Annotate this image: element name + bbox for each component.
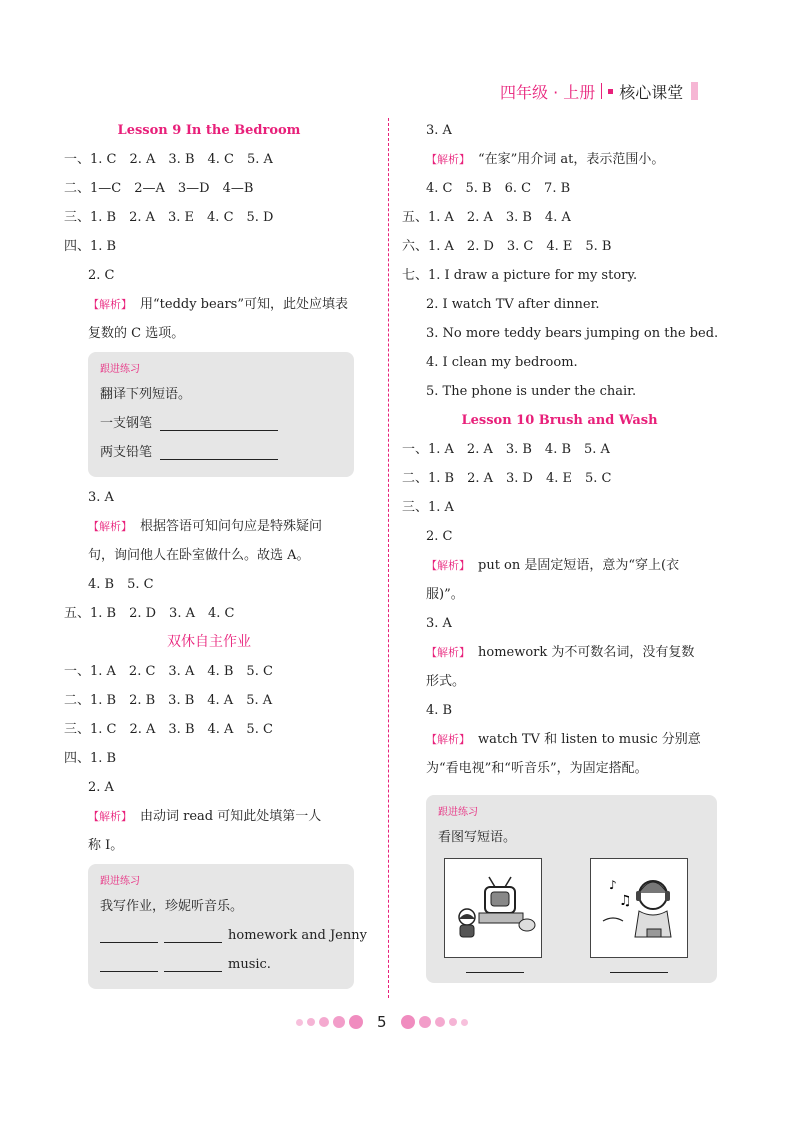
picture-watch-tv: [444, 858, 542, 958]
analysis-tag: 【解析】: [88, 810, 132, 823]
analysis-block: [402, 145, 717, 174]
analysis-text: 由动词 read 可知此处填第一人: [140, 809, 322, 824]
answer-line: 2. C: [426, 529, 453, 544]
practice-item-label: 一支钢笔: [100, 416, 153, 431]
answer-blank[interactable]: [164, 928, 222, 943]
lesson10-title: Lesson 10 Brush and Wash: [461, 413, 658, 428]
analysis-text: “在家”用介词 at，表示范围小。: [478, 152, 665, 167]
analysis-text: 用“teddy bears”可知，此处应填表: [140, 297, 348, 312]
header-square-icon: [608, 89, 613, 94]
answer-blank[interactable]: [466, 972, 524, 973]
page-header: [500, 80, 698, 102]
practice-box: [426, 795, 717, 983]
analysis-block: [64, 802, 354, 860]
analysis-text-cont: 形式。: [426, 674, 466, 689]
header-core-class: 核心课堂: [619, 82, 684, 102]
answer-line: 二、1. B 2. A 3. D 4. E 5. C: [402, 471, 612, 486]
analysis-text-cont: 复数的 C 选项。: [88, 326, 185, 341]
answer-blank[interactable]: [164, 957, 222, 972]
answer-line: 4. B 5. C: [88, 577, 154, 592]
analysis-text: watch TV 和 listen to music 分别意: [478, 732, 701, 747]
analysis-tag: 【解析】: [426, 733, 470, 746]
header-grade: 四年级 · 上册: [500, 82, 596, 102]
answer-line: 一、1. C 2. A 3. B 4. C 5. A: [64, 152, 273, 167]
answer-line: 4. I clean my bedroom.: [426, 355, 578, 370]
practice-box: [88, 864, 367, 989]
practice-box: [88, 352, 354, 477]
practice-tag: 跟进练习: [100, 876, 140, 887]
tv-watching-illustration: [445, 859, 541, 957]
picture-listen-music: [590, 858, 688, 958]
answer-line: 4. C 5. B 6. C 7. B: [426, 181, 571, 196]
analysis-block: [402, 551, 717, 609]
practice-tag: 跟进练习: [100, 364, 140, 375]
analysis-tag: 【解析】: [426, 559, 470, 572]
answer-line: 三、1. B 2. A 3. E 4. C 5. D: [64, 210, 274, 225]
header-end-bar: [691, 82, 698, 100]
footer-dot: [461, 1019, 468, 1026]
analysis-block: [402, 725, 717, 783]
analysis-text-cont: 称 I。: [88, 838, 124, 853]
analysis-text-cont: 句，询问他人在卧室做什么。故选 A。: [88, 548, 310, 563]
answer-line: 一、1. A 2. A 3. B 4. B 5. A: [402, 442, 610, 457]
answer-line: 3. A: [88, 490, 114, 505]
analysis-text-cont: 服)”。: [426, 587, 464, 602]
answer-line: 二、1—C 2—A 3—D 4—B: [64, 181, 254, 196]
footer-dot: [333, 1016, 345, 1028]
answer-blank[interactable]: [610, 972, 668, 973]
footer-dot: [435, 1017, 445, 1027]
practice-instruction: 我写作业，珍妮听音乐。: [100, 899, 244, 914]
analysis-tag: 【解析】: [88, 298, 132, 311]
footer-dot: [296, 1019, 303, 1026]
answer-blank[interactable]: [100, 928, 158, 943]
page-number: 5: [377, 1013, 387, 1031]
weekend-homework-title: 双休自主作业: [167, 634, 251, 650]
svg-text:♪: ♪: [609, 878, 617, 892]
practice-item-label: homework and Jenny: [228, 928, 367, 943]
answer-line: 5. The phone is under the chair.: [426, 384, 637, 399]
analysis-tag: 【解析】: [426, 646, 470, 659]
answer-line: 3. A: [426, 616, 452, 631]
practice-item: [100, 921, 367, 950]
practice-instruction: 翻译下列短语。: [100, 387, 192, 402]
answer-blank[interactable]: [160, 416, 278, 431]
footer-dot: [349, 1015, 363, 1029]
answer-line: 2. A: [88, 780, 114, 795]
analysis-block: [402, 638, 717, 696]
practice-item: [100, 409, 342, 438]
answer-line: 2. I watch TV after dinner.: [426, 297, 600, 312]
footer-dot: [449, 1018, 457, 1026]
picture-answer-lines: [438, 972, 705, 973]
right-column: [402, 116, 717, 989]
answer-line: 四、1. B: [64, 751, 117, 766]
picture-row: [438, 858, 705, 958]
analysis-tag: 【解析】: [426, 153, 470, 166]
answer-line: 三、1. A: [402, 500, 454, 515]
analysis-block: [64, 290, 354, 348]
answer-line: 三、1. C 2. A 3. B 4. A 5. C: [64, 722, 273, 737]
answer-line: 一、1. A 2. C 3. A 4. B 5. C: [64, 664, 273, 679]
answer-line: 3. A: [426, 123, 452, 138]
answer-line: 七、1. I draw a picture for my story.: [402, 268, 638, 283]
footer-dot: [307, 1018, 315, 1026]
answer-line: 六、1. A 2. D 3. C 4. E 5. B: [402, 239, 612, 254]
answer-line: 五、1. A 2. A 3. B 4. A: [402, 210, 571, 225]
answer-line: 2. C: [88, 268, 115, 283]
footer-dot: [401, 1015, 415, 1029]
answer-line: 4. B: [426, 703, 453, 718]
analysis-block: [64, 512, 354, 570]
analysis-text-cont: 为“看电视”和“听音乐”，为固定搭配。: [426, 761, 648, 776]
answer-line: 五、1. B 2. D 3. A 4. C: [64, 606, 235, 621]
answer-blank[interactable]: [100, 957, 158, 972]
practice-item-label: music.: [228, 957, 271, 972]
analysis-text: 根据答语可知问句应是特殊疑问: [140, 519, 323, 534]
svg-text:♫: ♫: [619, 893, 632, 909]
practice-item-label: 两支铅笔: [100, 445, 153, 460]
practice-item: [100, 950, 342, 979]
practice-item: [100, 438, 342, 467]
music-listening-illustration: [591, 859, 687, 957]
analysis-text: homework 为不可数名词，没有复数: [478, 645, 695, 660]
lesson9-title: Lesson 9 In the Bedroom: [117, 123, 301, 138]
footer-dot: [319, 1017, 329, 1027]
left-column: [64, 116, 367, 995]
answer-line: 四、1. B: [64, 239, 117, 254]
answer-line: 二、1. B 2. B 3. B 4. A 5. A: [64, 693, 273, 708]
practice-tag: 跟进练习: [438, 807, 478, 818]
column-divider: [388, 118, 389, 998]
practice-instruction: 看图写短语。: [438, 830, 517, 845]
page-footer: [296, 1010, 468, 1034]
analysis-tag: 【解析】: [88, 520, 132, 533]
analysis-text: put on 是固定短语，意为“穿上(衣: [478, 558, 680, 573]
footer-dot: [419, 1016, 431, 1028]
answer-line: 3. No more teddy bears jumping on the bed.: [426, 326, 719, 341]
answer-blank[interactable]: [160, 445, 278, 460]
header-divider: [601, 83, 602, 99]
